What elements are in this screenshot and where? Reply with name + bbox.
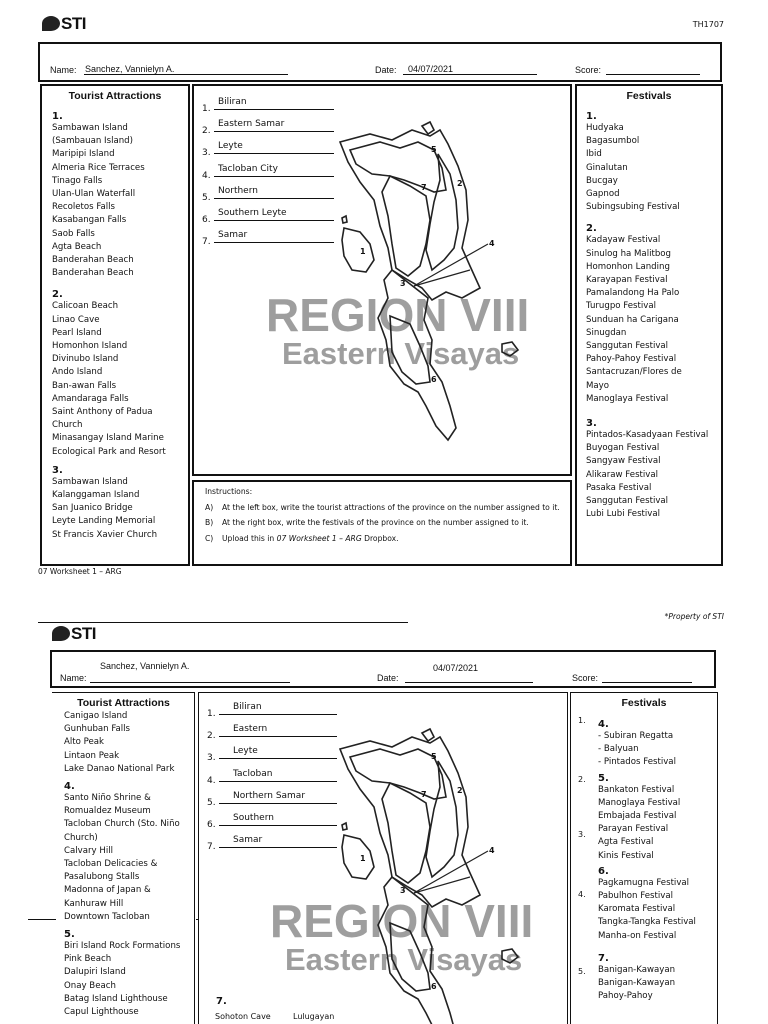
- group-number: 2.: [586, 223, 597, 235]
- tourist-item: Sambawan Island: [52, 476, 128, 487]
- group-number: 4.: [64, 781, 75, 793]
- tourist-item: Ban-awan Falls: [52, 380, 117, 391]
- province-answer[interactable]: Northern Samar: [233, 790, 306, 801]
- tourist-item: Ecological Park and Resort: [52, 446, 166, 457]
- tourist-item: Downtown Tacloban: [64, 911, 150, 922]
- tourist-item: Onay Beach: [64, 980, 116, 991]
- festival-item: Sunduan ha Carigana: [586, 314, 679, 325]
- tourist-item: Gunhuban Falls: [64, 724, 131, 735]
- group-number: 7.: [598, 952, 609, 964]
- festival-group-1: [586, 122, 720, 214]
- tourist-group-1: [52, 122, 188, 280]
- tourist-item: Almeria Rice Terraces: [52, 162, 145, 173]
- map-number-label: 6: [431, 375, 437, 384]
- tourist-item: Kalanggaman Island: [52, 490, 140, 501]
- festivals-title: Festivals: [621, 697, 667, 709]
- group-number: 3.: [586, 418, 597, 430]
- tourist-item: Dalupiri Island: [64, 967, 126, 978]
- tourist-item: Saob Falls: [52, 228, 95, 239]
- festival-item: Manha-on Festival: [598, 930, 677, 941]
- group-number: 2.: [52, 289, 63, 301]
- answer-underline: [219, 781, 337, 782]
- province-answer[interactable]: Southern Leyte: [218, 208, 287, 218]
- province-answer[interactable]: Southern: [233, 813, 274, 823]
- side-number: 3.: [578, 830, 586, 839]
- date-value[interactable]: 04/07/2021: [408, 64, 454, 74]
- group-number: 7.: [216, 996, 227, 1007]
- page-top-rule: [38, 622, 408, 623]
- festival-item: Santacruzan/Flores de: [586, 367, 682, 378]
- region-title: REGION VIII: [266, 289, 530, 341]
- score-underline: [602, 682, 692, 683]
- map-number-label: 2: [457, 786, 463, 795]
- small-island-1: [422, 122, 434, 134]
- small-island-3: [502, 342, 518, 356]
- tourist-item: Canigao Island: [64, 711, 128, 721]
- festival-item: Tangka-Tangka Festival: [598, 917, 696, 928]
- festival-item: Parayan Festival: [598, 824, 669, 835]
- festival-item: Embajada Festival: [598, 811, 677, 822]
- small-island-2: [342, 823, 347, 830]
- tourist-item: Ando Island: [52, 367, 103, 378]
- province-answer[interactable]: Samar: [218, 230, 248, 241]
- tourist-item: Ulan-Ulan Waterfall: [52, 189, 136, 200]
- answer-number: 3.: [202, 148, 211, 159]
- biliran-outline: [342, 228, 374, 272]
- province-answer[interactable]: Tacloban: [233, 768, 273, 779]
- answer-underline: [214, 176, 334, 177]
- festival-item: Sinugdan: [586, 327, 627, 338]
- festival-item: Ibid: [586, 149, 602, 160]
- answer-number: 4.: [202, 170, 211, 181]
- festival-item: Pamalandong Ha Palo: [586, 288, 680, 299]
- map-number-label: 7: [421, 183, 427, 192]
- answer-underline: [219, 825, 337, 826]
- festival-group-3: [586, 429, 720, 521]
- group-number: 6.: [598, 865, 609, 877]
- province-answer[interactable]: Biliran: [233, 702, 262, 712]
- tourist-item: Church): [64, 832, 98, 843]
- answer-underline: [214, 109, 334, 110]
- map-number-label: 4: [489, 239, 495, 248]
- map-number-label: 5: [431, 145, 437, 154]
- tourist-item: Pearl Island: [52, 327, 102, 338]
- festival-item: Pagkamugna Festival: [598, 877, 690, 888]
- tourist-item: Lintaon Peak: [64, 750, 120, 761]
- festival-group-4: [598, 730, 718, 770]
- date-underline: [403, 74, 537, 75]
- region-title: REGION VIII: [270, 895, 534, 947]
- tourist-item: Agta Beach: [52, 241, 102, 252]
- festival-item: - Pintados Festival: [598, 757, 676, 768]
- margin-rule: [28, 919, 56, 920]
- map-number-label: 6: [431, 982, 437, 991]
- tourist-item: Maripipi Island: [52, 149, 115, 160]
- festival-item: Alikaraw Festival: [586, 469, 659, 480]
- festival-item: Pintados-Kasadyaan Festival: [586, 430, 709, 441]
- festival-item: Bucgay: [586, 175, 618, 186]
- province-answer[interactable]: Tacloban City: [218, 163, 278, 174]
- answer-underline: [214, 242, 334, 243]
- festival-item: Sanggutan Festival: [586, 496, 669, 507]
- answer-underline: [214, 220, 334, 221]
- tourist-item: Tinago Falls: [52, 175, 103, 186]
- name-label: Name:: [50, 65, 77, 75]
- score-label: Score:: [575, 65, 602, 75]
- festival-item: Sanggutan Festival: [586, 341, 669, 352]
- tourist-list-p1: [52, 111, 188, 542]
- document-code: TH1707: [692, 20, 724, 29]
- festival-list-p1: [586, 111, 720, 521]
- festival-item: Ginalutan: [586, 162, 628, 173]
- festival-item: Turugpo Festival: [586, 301, 657, 312]
- map-number-label: 1: [360, 247, 366, 256]
- tourist-item: Calvary Hill: [64, 845, 113, 856]
- leyte-outline: [378, 270, 456, 440]
- sti-logo-icon: [42, 16, 60, 31]
- region-map: [330, 120, 530, 450]
- festival-item: Bankaton Festival: [598, 784, 675, 795]
- map-number-label: 2: [457, 179, 463, 188]
- tourist-item: Madonna of Japan &: [64, 885, 151, 896]
- tourist-group-5: [64, 940, 194, 1019]
- tourist-item: Capul Lighthouse: [64, 1007, 139, 1018]
- festival-item: - Subiran Regatta: [598, 731, 674, 741]
- answer-underline: [214, 153, 334, 154]
- group-number: 5.: [64, 929, 75, 941]
- festival-item: Pahoy-Pahoy Festival: [586, 354, 677, 365]
- tourist-item: Minasangay Island Marine: [52, 433, 164, 444]
- tourist-item: Banderahan Beach: [52, 255, 134, 266]
- festival-item: Manoglaya Festival: [586, 393, 669, 404]
- tourist-item: Romualdez Museum: [64, 806, 151, 817]
- answer-underline: [219, 736, 337, 737]
- tourist-item: Kasabangan Falls: [52, 215, 127, 226]
- festival-item: Buyogan Festival: [586, 443, 660, 454]
- answer-underline: [219, 803, 337, 804]
- biliran-outline: [342, 835, 374, 879]
- answer-number: 7.: [207, 842, 216, 853]
- tourist-item: Santo Niño Shrine &: [64, 793, 151, 804]
- tourist-item: Lake Danao National Park: [64, 763, 175, 774]
- instruction-a: A) At the left box, write the tourist attractions of the province on the number assigned to it.: [205, 502, 560, 512]
- festival-group-7: [598, 964, 718, 1004]
- date-label: Date:: [377, 673, 399, 683]
- tourist-group-4: [64, 792, 194, 924]
- province-answer[interactable]: Samar: [233, 835, 263, 846]
- answer-number: 5.: [207, 797, 216, 808]
- side-number: 4.: [578, 890, 586, 899]
- instruction-b: B) At the right box, write the festivals of the province on the number assigned to it.: [205, 518, 529, 527]
- small-island-1: [422, 729, 434, 741]
- answer-number: 1.: [202, 104, 211, 114]
- tourist-item: Batag Island Lighthouse: [64, 993, 168, 1004]
- tourist-item: Tacloban Delicacies &: [64, 859, 158, 870]
- festival-item: Kinis Festival: [598, 850, 654, 861]
- small-island-2: [342, 216, 347, 223]
- province-answer[interactable]: Leyte: [233, 746, 258, 757]
- tourist-item: Amandaraga Falls: [52, 393, 129, 404]
- festival-list-p2: [598, 719, 718, 1003]
- festival-item: Pabulhon Festival: [598, 891, 673, 902]
- answer-underline: [219, 714, 337, 715]
- tourist-attractions-title: Tourist Attractions: [77, 697, 170, 709]
- festival-item: Karayapan Festival: [586, 275, 668, 286]
- festival-item: Manoglaya Festival: [598, 797, 681, 808]
- festival-item: Agta Festival: [598, 837, 654, 848]
- province-answer[interactable]: Biliran: [218, 97, 247, 107]
- tourist-item: Sambawan Island: [52, 123, 128, 133]
- group-number: 1.: [52, 111, 63, 122]
- tourist-item: Alto Peak: [64, 737, 105, 748]
- answer-number: 6.: [207, 820, 216, 830]
- date-value[interactable]: 04/07/2021: [433, 663, 479, 673]
- tourist-item: Banderahan Beach: [52, 268, 134, 279]
- province-answer[interactable]: Leyte: [218, 141, 243, 152]
- festival-item: Gapnod: [586, 189, 620, 200]
- name-underline: [84, 74, 288, 75]
- tourist-item: Homonhon Island: [52, 341, 128, 352]
- pointer-line-4b: [414, 270, 470, 286]
- festival-item: Hudyaka: [586, 123, 624, 133]
- tourist-item: San Juanico Bridge: [52, 503, 133, 514]
- tourist-group-3-cont: [64, 710, 194, 776]
- region-subtitle: Eastern Visayas: [285, 942, 523, 977]
- tourist-item: Leyte Landing Memorial: [52, 516, 156, 527]
- header-box: [38, 42, 722, 82]
- tourist-item: Church: [52, 420, 83, 431]
- tourist-item: Tacloban Church (Sto. Niño: [64, 819, 180, 830]
- festival-item: Sangyaw Festival: [586, 456, 661, 467]
- name-value[interactable]: Sanchez, Vannielyn A.: [85, 64, 175, 74]
- festival-item: Pahoy-Pahoy: [598, 991, 653, 1002]
- map-number-label: 4: [489, 846, 495, 855]
- tourist-item: Sohoton Cave: [215, 1012, 271, 1021]
- score-underline: [606, 74, 700, 75]
- festival-group-2: [586, 234, 720, 406]
- group-number: 4.: [598, 719, 609, 730]
- sti-logo-icon: [52, 626, 70, 641]
- tourist-item: Kanhuraw Hill: [64, 898, 124, 909]
- answer-number: 5.: [202, 192, 211, 203]
- score-label: Score:: [572, 673, 599, 683]
- sti-logo: STI: [42, 14, 86, 34]
- festival-item: Homonhon Landing: [586, 261, 670, 272]
- festival-item: Bagasumbol: [586, 136, 640, 147]
- tourist-item: St Francis Xavier Church: [52, 529, 158, 540]
- property-note: *Property of STI: [664, 612, 724, 621]
- festival-item: Sinulog ha Malitbog: [586, 248, 672, 259]
- group-number: 5.: [598, 772, 609, 784]
- province-answer[interactable]: Northern: [218, 185, 258, 196]
- leyte-outline: [378, 877, 456, 1024]
- answer-underline: [219, 847, 337, 848]
- map-number-label: 5: [431, 752, 437, 761]
- festivals-title: Festivals: [626, 90, 672, 102]
- tourist-list-p2: [64, 710, 194, 1019]
- tourist-group-2: [52, 300, 188, 458]
- festival-item: Banigan-Kawayan: [598, 978, 676, 989]
- side-number: 2.: [578, 775, 586, 784]
- festival-item: - Balyuan: [598, 744, 639, 755]
- tourist-item: Biri Island Rock Formations: [64, 941, 181, 952]
- group-number: 3.: [52, 464, 63, 476]
- side-number: 1.: [578, 716, 586, 725]
- tourist-item: Pasalubong Stalls: [64, 872, 140, 883]
- festival-group-6: [598, 877, 718, 943]
- tourist-group-3: [52, 476, 188, 542]
- answer-number: 2.: [202, 126, 211, 137]
- name-underline: [90, 682, 290, 683]
- instructions: [205, 484, 565, 546]
- map-number-label: 3: [400, 279, 406, 288]
- festival-item: Mayo: [586, 380, 610, 391]
- map-number-label: 3: [400, 886, 406, 895]
- name-value[interactable]: Sanchez, Vannielyn A.: [100, 661, 190, 671]
- answer-number: 1.: [207, 709, 216, 719]
- answer-number: 2.: [207, 731, 216, 742]
- province-answer[interactable]: Eastern: [233, 724, 268, 735]
- instructions-title: Instructions:: [205, 487, 253, 496]
- map-number-label: 7: [421, 790, 427, 799]
- sti-logo: STI: [52, 624, 96, 644]
- festival-item: Lubi Lubi Festival: [586, 509, 661, 520]
- answer-underline: [219, 758, 337, 759]
- instruction-c: C) Upload this in 07 Worksheet 1 – ARG Dropbox.: [205, 533, 399, 543]
- tourist-item: Linao Cave: [52, 314, 100, 325]
- tourist-item: Saint Anthony of Padua: [52, 407, 153, 418]
- date-label: Date:: [375, 65, 397, 75]
- festival-item: Pasaka Festival: [586, 482, 652, 493]
- answer-number: 4.: [207, 775, 216, 786]
- side-number: 5.: [578, 967, 586, 976]
- worksheet-footer: 07 Worksheet 1 – ARG: [38, 567, 122, 576]
- region-subtitle: Eastern Visayas: [282, 336, 520, 371]
- festival-item: Kadayaw Festival: [586, 235, 661, 246]
- tourist-item: Pink Beach: [64, 954, 112, 965]
- answer-number: 6.: [202, 215, 211, 225]
- answer-underline: [214, 198, 334, 199]
- festival-item: Subingsubing Festival: [586, 202, 680, 213]
- festival-item: Karomata Festival: [598, 904, 676, 915]
- pointer-line-4b: [414, 877, 470, 893]
- tourist-attractions-title: Tourist Attractions: [68, 90, 162, 102]
- tourist-item: (Sambauan Island): [52, 136, 133, 147]
- province-answer[interactable]: Eastern Samar: [218, 119, 285, 130]
- name-label: Name:: [60, 673, 87, 683]
- region-map: [330, 727, 530, 1024]
- tourist-item: Lulugayan: [293, 1012, 335, 1021]
- group-number: 1.: [586, 111, 597, 122]
- tourist-item: Recoletos Falls: [52, 202, 116, 213]
- festival-item: Banigan-Kawayan: [598, 964, 676, 975]
- answer-underline: [214, 131, 334, 132]
- answer-number: 7.: [202, 237, 211, 248]
- tourist-item: Calicoan Beach: [52, 301, 119, 312]
- small-island-3: [502, 949, 518, 963]
- tourist-item: Divinubo Island: [52, 354, 119, 365]
- date-underline: [405, 682, 533, 683]
- festival-group-5: [598, 784, 718, 863]
- map-number-label: 1: [360, 854, 366, 863]
- answer-number: 3.: [207, 753, 216, 764]
